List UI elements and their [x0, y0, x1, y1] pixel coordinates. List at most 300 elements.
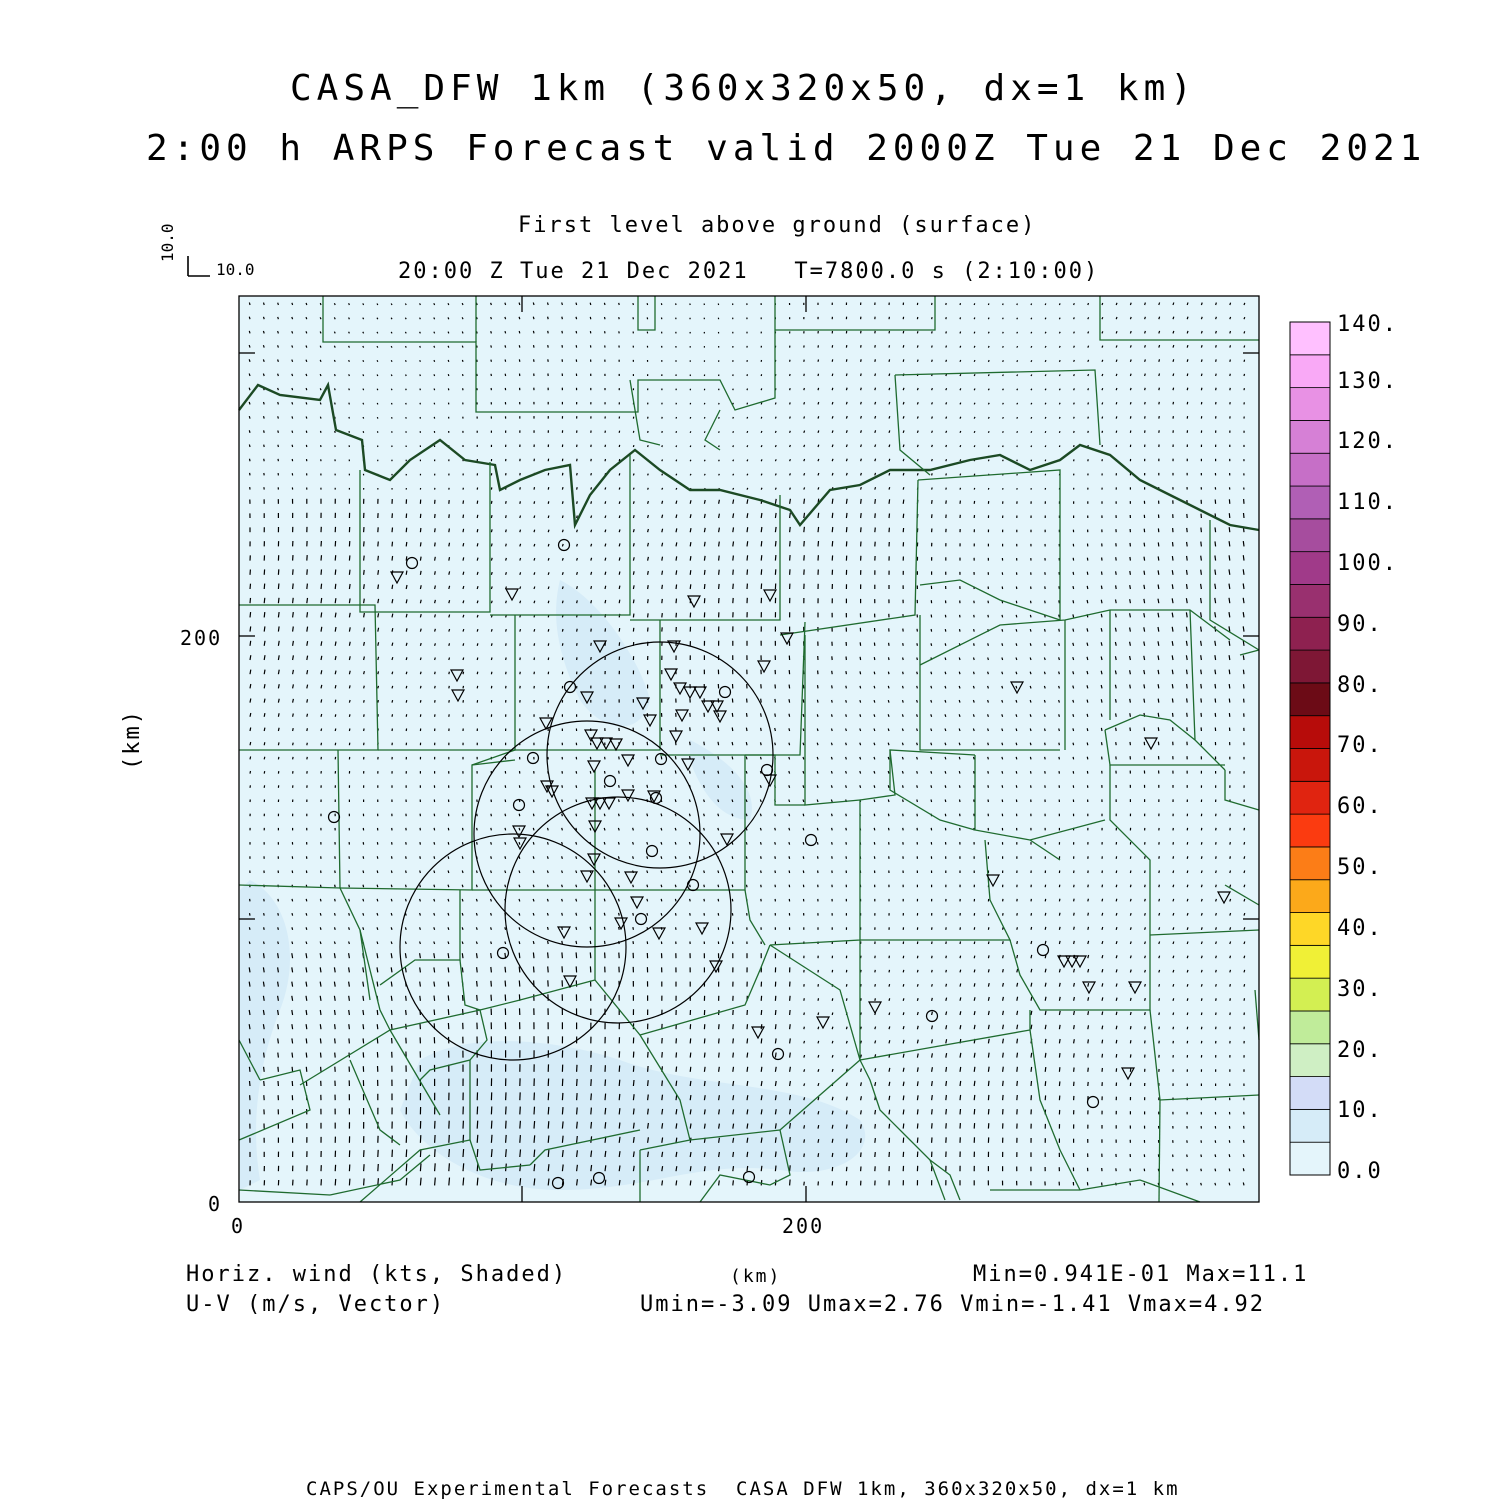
wind-vector: [747, 555, 748, 560]
wind-vector: [818, 541, 819, 546]
wind-vector: [775, 842, 776, 845]
wind-vector: [1031, 913, 1032, 916]
wind-vector: [959, 743, 960, 746]
wind-vector: [364, 729, 365, 732]
wind-vector: [775, 445, 776, 447]
wind-vector: [392, 542, 393, 547]
wind-vector: [505, 942, 506, 945]
wind-vector: [293, 699, 294, 703]
wind-vector: [747, 417, 748, 419]
wind-vector: [250, 913, 251, 916]
wind-vector: [790, 1095, 791, 1100]
wind-vector: [648, 1109, 649, 1115]
wind-vector: [1158, 542, 1159, 546]
wind-vector: [292, 1024, 293, 1029]
wind-vector: [250, 598, 251, 603]
wind-vector: [875, 345, 876, 348]
wind-vector: [320, 360, 321, 362]
wind-vector: [249, 982, 250, 987]
footer: CAPS/OU Experimental Forecasts CASA DFW 1km, 360x320x50, dx=1 km: [306, 1478, 1180, 1500]
wind-vector: [477, 995, 478, 1001]
wind-vector: [406, 585, 407, 589]
wind-vector: [804, 998, 805, 1001]
wind-vector: [633, 515, 634, 518]
wind-vector: [733, 541, 734, 546]
wind-vector: [960, 417, 961, 419]
wind-vector: [1130, 656, 1131, 660]
wind-vector: [292, 388, 293, 390]
wind-vector: [790, 541, 791, 546]
wind-vector: [917, 473, 918, 475]
wind-vector: [704, 431, 705, 433]
wind-vector: [1230, 970, 1231, 973]
wind-vector: [591, 629, 592, 632]
wind-vector: [605, 586, 606, 589]
wind-vector: [534, 629, 535, 632]
wind-vector: [463, 529, 464, 532]
wind-vector: [1130, 885, 1131, 888]
wind-vector: [619, 1180, 620, 1185]
wind-vector: [1173, 359, 1174, 362]
wind-vector: [860, 757, 861, 760]
wind-vector: [619, 473, 620, 475]
wind-vector: [1003, 346, 1004, 348]
wind-vector: [462, 913, 463, 916]
wind-vector: [1003, 360, 1004, 362]
wind-vector: [988, 658, 989, 661]
wind-vector: [718, 814, 719, 817]
wind-vector: [420, 389, 421, 391]
wind-vector: [406, 1178, 407, 1186]
wind-vector: [1016, 629, 1017, 632]
wind-vector: [1159, 956, 1160, 959]
wind-vector: [320, 982, 321, 987]
title-line-2: 2:00 h ARPS Forecast valid 2000Z Tue 21 Dec 2021: [146, 128, 1427, 169]
wind-vector: [1216, 927, 1217, 930]
wind-vector: [718, 727, 719, 731]
wind-vector: [250, 771, 251, 774]
wind-vector: [506, 643, 507, 646]
wind-vector: [378, 585, 379, 590]
wind-vector: [292, 967, 293, 972]
wind-vector: [533, 828, 534, 831]
wind-vector: [420, 571, 421, 575]
wind-vector: [1088, 1068, 1089, 1072]
wind-vector: [363, 982, 364, 987]
wind-vector: [463, 1178, 464, 1186]
wind-vector: [477, 586, 478, 589]
vector-name: U-V (m/s, Vector): [186, 1292, 446, 1317]
wind-vector: [875, 513, 876, 518]
wind-vector: [619, 899, 620, 902]
wind-vector: [1087, 700, 1088, 703]
wind-vector: [1187, 1169, 1188, 1172]
wind-vector: [406, 614, 407, 618]
wind-vector: [988, 389, 989, 391]
wind-vector: [463, 672, 464, 675]
wind-vector: [1230, 331, 1231, 333]
wind-vector: [335, 1038, 336, 1043]
wind-vector: [591, 544, 592, 547]
wind-vector: [1158, 641, 1159, 646]
wind-vector: [1088, 317, 1089, 319]
wind-vector: [406, 628, 407, 631]
wind-vector: [1059, 729, 1060, 732]
wind-vector: [448, 967, 449, 972]
wind-vector: [548, 331, 549, 334]
wind-vector: [278, 388, 279, 390]
wind-vector: [1130, 899, 1131, 902]
wind-vector: [420, 360, 421, 362]
wind-vector: [364, 584, 365, 589]
wind-vector: [1186, 627, 1187, 632]
wind-vector: [775, 417, 776, 419]
wind-vector: [690, 913, 691, 916]
wind-vector: [335, 627, 336, 632]
wind-vector: [349, 982, 350, 987]
wind-vector: [931, 629, 932, 632]
wind-vector: [1201, 598, 1202, 603]
wind-vector: [818, 685, 819, 688]
wind-vector: [307, 685, 308, 689]
wind-vector: [278, 996, 279, 1001]
wind-vector: [520, 672, 521, 675]
wind-vector: [1045, 983, 1046, 987]
wind-vector: [1088, 885, 1089, 888]
wind-vector: [1074, 317, 1075, 319]
wind-vector: [1059, 997, 1060, 1001]
wind-vector: [618, 885, 619, 888]
wind-vector: [1144, 699, 1145, 703]
wind-vector: [832, 1027, 833, 1030]
wind-vector: [647, 828, 648, 831]
wind-vector: [676, 585, 677, 590]
wind-vector: [1017, 389, 1018, 391]
wind-vector: [264, 430, 265, 432]
wind-vector: [477, 672, 478, 675]
wind-vector: [917, 672, 918, 675]
wind-vector: [846, 1083, 847, 1086]
wind-vector: [1059, 657, 1060, 660]
wind-vector: [960, 488, 961, 490]
wind-vector: [548, 1164, 549, 1171]
wind-vector: [875, 416, 876, 419]
wind-vector: [548, 572, 549, 575]
wind-vector: [1003, 1081, 1004, 1086]
wind-vector: [974, 771, 975, 774]
wind-vector: [1002, 771, 1003, 774]
wind-vector: [435, 1135, 436, 1143]
wind-vector: [689, 828, 690, 831]
wind-vector: [1102, 374, 1103, 376]
wind-vector: [1102, 1040, 1103, 1044]
wind-vector: [591, 558, 592, 561]
wind-vector: [477, 981, 478, 987]
wind-vector: [562, 530, 563, 533]
wind-vector: [902, 714, 903, 717]
wind-vector: [605, 600, 606, 603]
colorbar-cell: [1290, 978, 1330, 1011]
wind-vector: [562, 1136, 563, 1143]
colorbar-label: 0.0: [1337, 1159, 1383, 1184]
wind-vector: [648, 1066, 649, 1072]
wind-vector: [548, 601, 549, 604]
wind-vector: [761, 885, 762, 888]
wind-vector: [1045, 586, 1046, 589]
wind-vector: [491, 1121, 492, 1129]
wind-vector: [263, 996, 264, 1001]
wind-vector: [576, 317, 577, 319]
wind-vector: [974, 374, 975, 376]
wind-vector: [335, 613, 336, 618]
wind-vector: [917, 757, 918, 760]
wind-vector: [875, 374, 876, 377]
wind-vector: [349, 927, 350, 930]
wind-vector: [293, 670, 294, 674]
wind-vector: [690, 556, 691, 561]
wind-vector: [249, 1067, 250, 1072]
wind-vector: [292, 431, 293, 433]
wind-vector: [875, 1138, 876, 1143]
wind-vector: [448, 303, 449, 305]
wind-vector: [349, 899, 350, 902]
wind-vector: [1201, 1155, 1202, 1158]
wind-vector: [903, 1138, 904, 1143]
wind-vector: [349, 996, 350, 1001]
wind-vector: [690, 431, 691, 433]
wind-vector: [250, 584, 251, 589]
wind-vector: [1088, 969, 1089, 972]
wind-vector: [349, 700, 350, 703]
wind-vector: [988, 1039, 989, 1044]
wind-vector: [747, 1138, 748, 1143]
wind-vector: [846, 729, 847, 732]
wind-vector: [1074, 927, 1075, 930]
wind-vector: [1073, 600, 1074, 603]
wind-vector: [775, 1137, 776, 1143]
wind-vector: [733, 570, 734, 575]
wind-vector: [435, 643, 436, 646]
wind-vector: [1201, 871, 1202, 874]
wind-vector: [732, 828, 733, 831]
wind-vector: [1017, 417, 1018, 419]
wind-vector: [320, 346, 321, 348]
colorbar-cell: [1290, 749, 1330, 782]
wind-vector: [1088, 955, 1089, 958]
wind-vector: [903, 1068, 904, 1072]
wind-vector: [1187, 842, 1188, 845]
wind-vector: [960, 1025, 961, 1029]
wind-vector: [1144, 585, 1145, 589]
wind-vector: [519, 871, 520, 874]
wind-vector: [1172, 641, 1173, 646]
wind-vector: [619, 445, 620, 447]
wind-vector: [562, 601, 563, 604]
wind-vector: [1074, 417, 1075, 419]
colorbar-cell: [1290, 781, 1330, 814]
wind-vector: [1244, 899, 1245, 902]
wind-vector: [832, 1167, 833, 1171]
wind-vector: [1059, 303, 1060, 305]
wind-vector: [633, 842, 634, 845]
wind-vector: [1073, 643, 1074, 646]
wind-vector: [676, 1109, 677, 1114]
wind-vector: [520, 1121, 521, 1129]
wind-vector: [1045, 997, 1046, 1001]
wind-vector: [278, 317, 279, 319]
wind-vector: [1229, 1183, 1230, 1186]
wind-vector: [548, 345, 549, 348]
wind-vector: [888, 771, 889, 774]
wind-vector: [392, 403, 393, 405]
wind-vector: [463, 615, 464, 618]
wind-vector: [675, 799, 676, 802]
wind-vector: [306, 982, 307, 987]
wind-vector: [306, 303, 307, 305]
wind-vector: [391, 360, 392, 362]
wind-vector: [405, 927, 406, 930]
wind-vector: [831, 800, 832, 803]
reference-vector: [188, 256, 210, 276]
wind-vector: [264, 626, 265, 631]
wind-vector: [405, 318, 406, 320]
wind-vector: [435, 629, 436, 632]
wind-vector: [832, 842, 833, 845]
wind-vector: [278, 899, 279, 902]
wind-vector: [1173, 871, 1174, 874]
wind-vector: [889, 430, 890, 432]
wind-vector: [335, 388, 336, 390]
wind-vector: [249, 1010, 250, 1015]
wind-vector: [292, 374, 293, 376]
wind-vector: [775, 474, 776, 476]
wind-vector: [320, 303, 321, 305]
wind-vector: [548, 1136, 549, 1143]
wind-vector: [306, 1067, 307, 1072]
wind-vector: [959, 771, 960, 774]
wind-vector: [1087, 600, 1088, 603]
wind-vector: [960, 1109, 961, 1114]
wind-vector: [293, 641, 294, 646]
wind-vector: [591, 572, 592, 575]
wind-vector: [334, 317, 335, 319]
wind-vector: [462, 942, 463, 945]
wind-vector: [1145, 956, 1146, 959]
wind-vector: [520, 516, 521, 519]
wind-vector: [420, 913, 421, 916]
wind-vector: [1145, 303, 1146, 305]
wind-vector: [690, 1180, 691, 1185]
wind-vector: [249, 331, 250, 334]
wind-vector: [960, 1067, 961, 1072]
wind-vector: [974, 346, 975, 348]
wind-vector: [435, 557, 436, 561]
wind-vector: [875, 499, 876, 504]
wind-vector: [775, 814, 776, 817]
wind-vector: [1244, 970, 1245, 973]
wind-vector: [1059, 1053, 1060, 1058]
wind-vector: [633, 600, 634, 604]
wind-vector: [647, 785, 648, 788]
wind-vector: [790, 402, 791, 404]
wind-vector: [334, 996, 335, 1001]
wind-vector: [591, 1122, 592, 1129]
wind-vector: [675, 899, 676, 902]
wind-vector: [960, 1011, 961, 1015]
wind-vector: [633, 474, 634, 476]
wind-vector: [903, 388, 904, 390]
wind-vector: [1087, 628, 1088, 631]
wind-vector: [1031, 997, 1032, 1001]
wind-vector: [590, 913, 591, 916]
wind-vector: [307, 714, 308, 717]
wind-vector: [846, 388, 847, 391]
wind-vector: [832, 513, 833, 518]
wind-vector: [476, 885, 477, 888]
wind-vector: [264, 303, 265, 305]
wind-vector: [1130, 685, 1131, 689]
wind-vector: [889, 359, 890, 361]
wind-vector: [506, 501, 507, 504]
wind-vector: [406, 571, 407, 575]
wind-vector: [932, 388, 933, 390]
wind-vector: [690, 1152, 691, 1157]
wind-vector: [804, 416, 805, 418]
wind-vector: [804, 513, 805, 518]
wind-vector: [1116, 402, 1117, 404]
wind-vector: [1201, 970, 1202, 973]
wind-vector: [278, 713, 279, 717]
wind-vector: [321, 584, 322, 589]
wind-vector: [264, 699, 265, 703]
wind-vector: [420, 942, 421, 945]
wind-vector: [832, 1055, 833, 1058]
wind-vector: [463, 543, 464, 546]
wind-vector: [1002, 729, 1003, 732]
wind-vector: [292, 416, 293, 418]
wind-vector: [1173, 713, 1174, 717]
wind-vector: [661, 885, 662, 888]
wind-vector: [690, 570, 691, 575]
wind-vector: [520, 1135, 521, 1143]
wind-vector: [1045, 1011, 1046, 1015]
wind-vector: [832, 388, 833, 390]
wind-vector: [988, 672, 989, 675]
wind-vector: [1101, 685, 1102, 688]
wind-vector: [888, 714, 889, 717]
wind-vector: [1016, 615, 1017, 618]
wind-vector: [903, 1110, 904, 1115]
wind-vector: [1074, 360, 1075, 362]
wind-vector: [988, 997, 989, 1001]
wind-vector: [1145, 913, 1146, 916]
wind-vector: [988, 729, 989, 732]
wind-vector: [903, 1012, 904, 1015]
wind-vector: [462, 885, 463, 888]
wind-vector: [988, 643, 989, 646]
wind-vector: [1144, 684, 1145, 688]
wind-vector: [491, 331, 492, 333]
wind-vector: [704, 528, 705, 532]
wind-vector: [477, 374, 478, 376]
wind-vector: [775, 403, 776, 405]
wind-vector: [690, 417, 691, 419]
wind-vector: [306, 953, 307, 958]
wind-vector: [889, 970, 890, 973]
wind-vector: [946, 388, 947, 390]
wind-vector: [577, 643, 578, 646]
wind-vector: [662, 1152, 663, 1157]
